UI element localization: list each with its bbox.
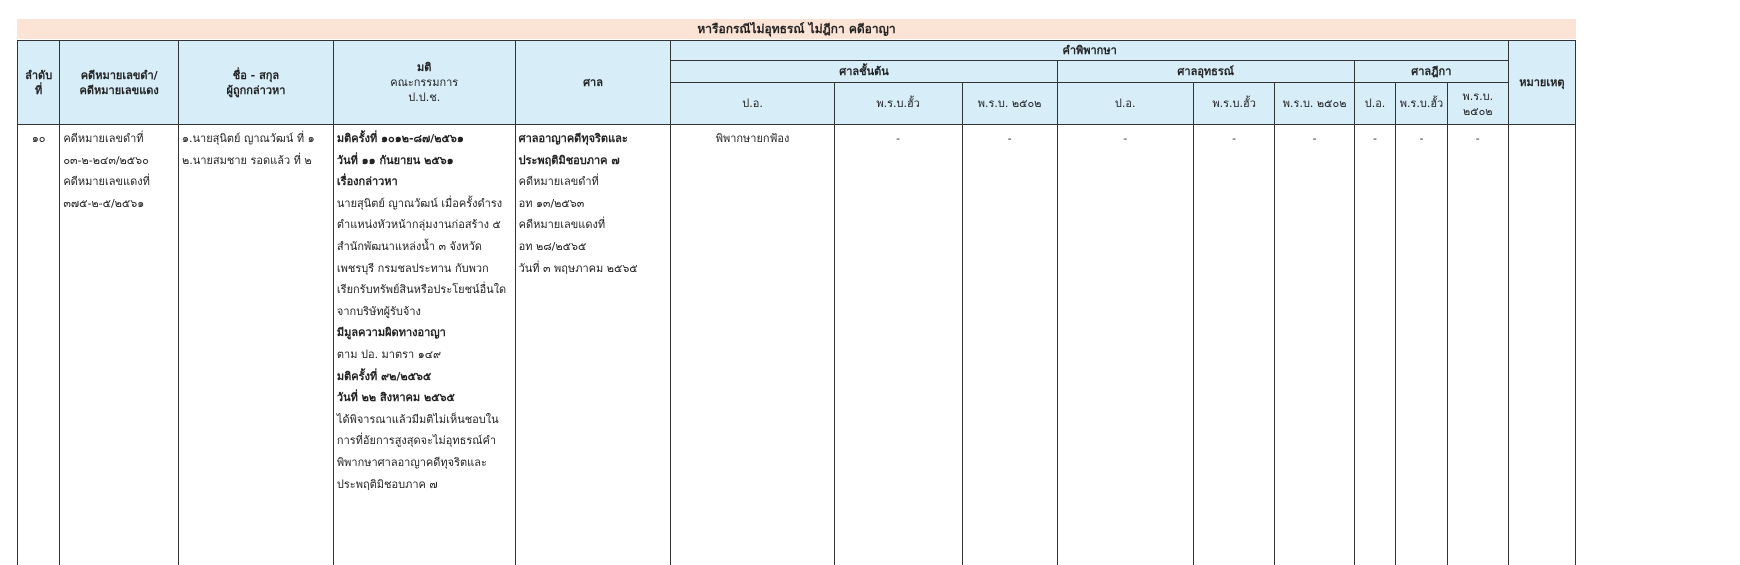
cell-appeal-po: - [1057,125,1193,565]
cell-supreme-po: - [1354,125,1395,565]
cell-first-po: พิพากษายกฟ้อง [671,125,834,565]
cell-court [515,125,671,565]
header-supreme-2502: พ.ร.บ. ๒๕๐๒ [1447,83,1508,125]
header-first-po: ป.อ. [671,83,834,125]
resolution-line: วันที่ ๑๑ กันยายน ๒๕๖๑ [336,153,454,167]
cell-resolution [333,125,515,565]
header-supreme-ban: พ.ร.บ.ฮั้ว [1396,83,1448,125]
header-remark: หมายเหตุ [1508,41,1575,125]
resolution-line: ได้พิจารณาแล้วมีมติไม่เห็นชอบใน [336,412,499,426]
resolution-line: นายสุนิตย์ ญาณวัฒน์ เมื่อครั้งดำรง [336,196,503,210]
resolution-line: มีมูลความผิดทางอาญา [336,326,446,340]
cell-first-ban: - [834,125,962,565]
resolution-line: ประพฤติมิชอบภาค ๗ [336,477,438,491]
resolution-line: เรียกรับทรัพย์สินหรือประโยชน์อื่นใด [336,283,507,297]
cell-case-no: คดีหมายเลขดำที่ ๐๓-๒-๒๔๓/๒๕๖๐ คดีหมายเลขแดงที่ ๓๗๕-๒-๕/๒๕๖๑ [60,125,179,565]
header-judgment: คำพิพากษา [671,41,1508,61]
resolution-line: เรื่องกล่าวหา [336,175,398,189]
resolution-line: ตำแหน่งหัวหน้ากลุ่มงานก่อสร้าง ๕ [336,218,501,232]
court-line: อท ๒๘/๒๕๖๕ [518,239,587,253]
court-line: ประพฤติมิชอบภาค ๗ [518,153,620,167]
header-appeal-2502: พ.ร.บ. ๒๕๐๒ [1275,83,1354,125]
court-line: วันที่ ๓ พฤษภาคม ๒๕๖๕ [518,261,638,275]
cell-seq: ๑๐ [18,125,60,565]
header-appeal-court: ศาลอุทธรณ์ [1057,61,1354,83]
header-supreme-court: ศาลฎีกา [1354,61,1508,83]
header-supreme-po: ป.อ. [1354,83,1395,125]
case-table [17,40,1576,565]
court-line: คดีหมายเลขแดงที่ [518,218,606,232]
cell-supreme-2502: - [1447,125,1508,565]
header-case-no: คดีหมายเลขดำ/ คดีหมายเลขแดง [60,41,179,125]
cell-first-2502: - [962,125,1057,565]
cell-appeal-ban: - [1193,125,1275,565]
header-name: ชื่อ - สกุล ผู้ถูกกล่าวหา [179,41,334,125]
header-first-ban: พ.ร.บ.ฮั้ว [834,83,962,125]
resolution-line: การที่อัยการสูงสุดจะไม่อุทธรณ์คำ [336,434,496,448]
resolution-line: พิพากษาศาลอาญาคดีทุจริตและ [336,455,487,469]
resolution-line: เพชรบุรี กรมชลประทาน กับพวก [336,261,489,275]
header-first-court: ศาลชั้นต้น [671,61,1057,83]
header-seq: ลำดับ ที่ [18,41,60,125]
resolution-line: มติครั้งที่ ๑๐๑๒-๘๗/๒๕๖๑ [336,132,464,145]
header-appeal-ban: พ.ร.บ.ฮั้ว [1193,83,1275,125]
resolution-line: ตาม ปอ. มาตรา ๑๔๙ [336,347,442,361]
court-line: ศาลอาญาคดีทุจริตและ [518,132,628,145]
cell-remark [1508,125,1575,565]
resolution-line: จากบริษัทผู้รับจ้าง [336,304,421,318]
table-title: หารือกรณีไม่อุทธรณ์ ไม่ฎีกา คดีอาญา [17,19,1576,39]
court-line: อท ๑๓/๒๕๖๓ [518,196,585,210]
header-court: ศาล [515,41,671,125]
header-first-2502: พ.ร.บ. ๒๕๐๒ [962,83,1057,125]
resolution-line: มติครั้งที่ ๙๒/๒๕๖๕ [336,369,432,383]
cell-names: ๑.นายสุนิตย์ ญาณวัฒน์ ที่ ๑ ๒.นายสมชาย รอดแล้ว ที่ ๒ [179,125,334,565]
cell-supreme-ban: - [1396,125,1448,565]
cell-appeal-2502: - [1275,125,1354,565]
table-row [18,125,1576,565]
header-resolution: มติ คณะกรรมการ ป.ป.ช. [333,41,515,125]
resolution-line: วันที่ ๒๒ สิงหาคม ๒๕๖๕ [336,391,455,405]
resolution-line: สำนักพัฒนาแหล่งน้ำ ๓ จังหวัด [336,239,482,253]
header-appeal-po: ป.อ. [1057,83,1193,125]
court-line: คดีหมายเลขดำที่ [518,175,599,189]
